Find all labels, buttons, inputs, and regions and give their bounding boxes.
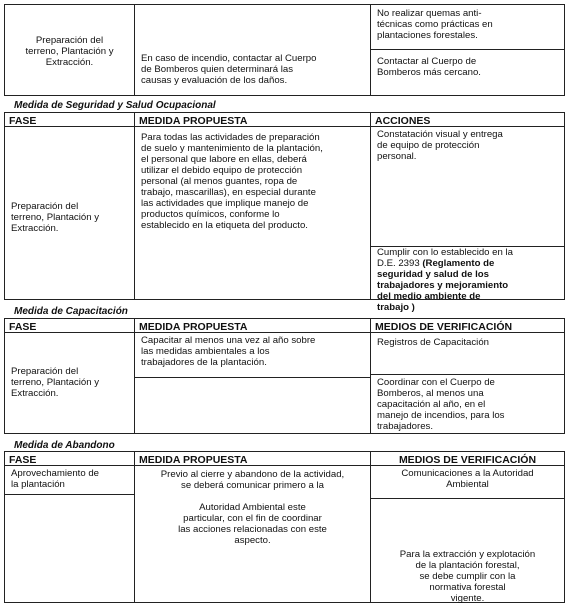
fase-text: Preparación del terreno, Plantación y Extracción. [11,201,99,234]
table-row [5,466,564,602]
accion-text-1: Constatación visual y entrega de equipo de protección personal. [371,127,564,247]
section-title-capacitacion: Medida de Capacitación [14,306,128,317]
fase-cell [5,127,135,299]
verificacion-cell [371,466,564,602]
fase-text: Preparación del terreno, Plantación y Extracción. [11,366,99,399]
acciones-cell [371,127,564,313]
abandono-table [4,451,565,603]
section-title-seguridad: Medida de Seguridad y Salud Ocupacional [14,100,216,111]
verificacion-text-1: Comunicaciones a la Autoridad Ambiental [371,466,564,499]
medida-text: Para todas las actividades de preparación de suelo y mantenimiento de la plantación, el personal que labore en ellas, deberá utilizar el debido equipo de protección personal (al menos guantes, ropa de trabajo, mascarillas), en especial durante las actividades que implique manejo de productos químicos, conforme lo establecido en la etiqueta del producto. [141,132,323,231]
header-medida: MEDIDA PROPUESTA [135,113,371,126]
acciones-cell [371,5,564,95]
verificacion-text-2: Coordinar con el Cuerpo de Bomberos, al menos una capacitación al año, en el manejo de incendios, para los trabajadores. [377,377,505,432]
header-fase: FASE [5,319,135,332]
header-row [5,113,564,127]
fase-text: Preparación del terreno, Plantación y Extracción. [25,35,114,68]
table-row [5,5,564,95]
header-fase: FASE [5,113,135,126]
medida-text: Previo al cierre y abandono de la actividad, se deberá comunicar primero a la Autoridad Ambiental este particular, con el fin de coordinar las acciones relacionadas con este aspecto. [160,469,345,546]
fase-text: Aprovechamiento de la plantación [5,466,134,495]
verificacion-text-2: Para la extracción y explotación de la plantación forestal, se debe cumplir con la normativa forestal vigente. [399,549,536,604]
header-acciones: ACCIONES [375,115,431,127]
header-row [5,452,564,466]
fase-cell [5,333,135,433]
accion-bold-text: (Reglamento de seguridad y salud de los trabajadores y mejoramiento del medio ambiente de trabajo ) [377,258,509,313]
header-medida: MEDIDA PROPUESTA [135,452,371,465]
medida-text: Capacitar al menos una vez al año sobre las medidas ambientales a los trabajadores de la plantación. [135,333,370,378]
header-row [5,319,564,333]
medida-cell [135,333,371,433]
accion-plain-text: Cumplir con lo establecido en la D.E. 2393 [377,247,513,269]
header-medida: MEDIDA PROPUESTA [135,319,371,332]
fase-cell [5,5,135,95]
accion-text-2 [371,247,564,313]
medida-cell [135,5,371,95]
verificacion-cell [371,333,564,433]
fase-cell [5,466,135,602]
accion-text-2: Contactar al Cuerpo de Bomberos más cercano. [377,56,481,78]
medida-cell [135,127,371,299]
accion-text-1: No realizar quemas anti- técnicas como prácticas en plantaciones forestales. [371,5,564,50]
header-verificacion: MEDIOS DE VERIFICACIÓN [375,321,513,333]
medida-cell [135,466,371,602]
section-title-abandono: Medida de Abandono [14,440,115,451]
top-table [4,4,565,96]
header-fase: FASE [5,452,135,465]
medida-text: En caso de incendio, contactar al Cuerpo de Bomberos quien determinará las causas y evaluación de los daños. [141,53,317,86]
verificacion-text-1: Registros de Capacitación [371,333,564,375]
table-row [5,333,564,433]
header-verificacion: MEDIOS DE VERIFICACIÓN [398,454,537,466]
capacitacion-table [4,318,565,434]
